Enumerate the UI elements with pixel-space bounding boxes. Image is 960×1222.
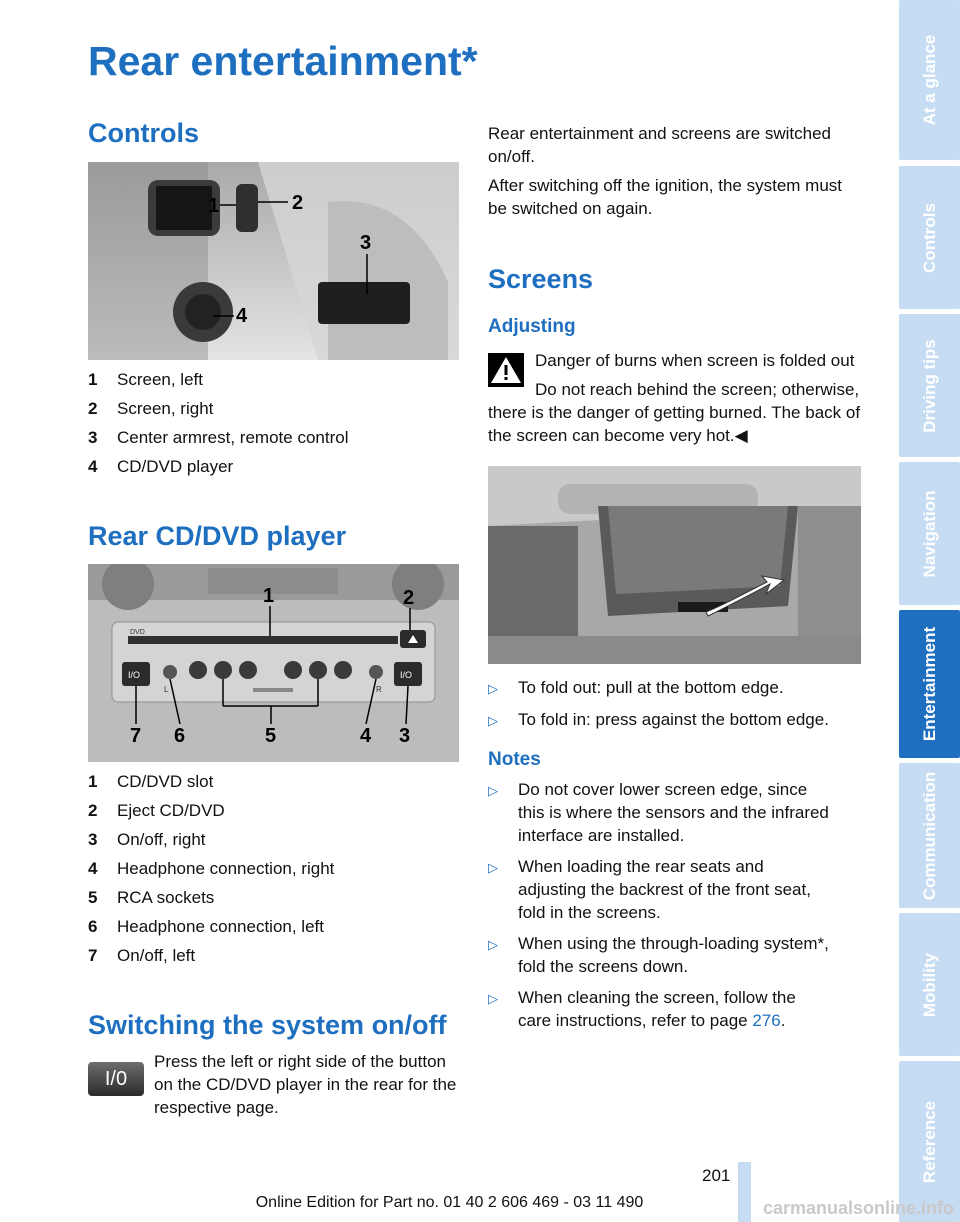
list-item: 3 On/off, right — [88, 830, 206, 849]
screen-fold-illustration — [488, 466, 861, 664]
list-item: 7 On/off, left — [88, 946, 196, 965]
page-title: Rear entertainment* — [88, 38, 478, 84]
tab-navigation[interactable]: Navigation — [899, 462, 960, 605]
on-off-button-icon: I/0 — [88, 1062, 144, 1096]
switching-heading: Switching the system on/off — [88, 1010, 447, 1040]
dvd-logo: DVD — [130, 629, 145, 636]
cd-label-6: 6 — [174, 725, 186, 747]
bullet-triangle-icon: ▷ — [488, 860, 498, 875]
tab-driving-tips[interactable]: Driving tips — [899, 314, 960, 457]
photo-label-1: 1 — [208, 195, 220, 217]
list-item: 3 Center armrest, remote control — [88, 428, 349, 447]
list-item: 1 CD/DVD slot — [88, 772, 214, 791]
list-item: ▷ To fold out: pull at the bottom edge. — [488, 676, 833, 700]
page-number: 201 — [702, 1166, 731, 1185]
controls-legend — [88, 370, 348, 486]
cd-dvd-heading: Rear CD/DVD player — [88, 521, 347, 551]
fold-bullets — [488, 676, 833, 740]
list-item: 6 Headphone connection, left — [88, 917, 324, 936]
notes-heading: Notes — [488, 749, 541, 770]
list-item: ▷ To fold in: press against the bottom edge. — [488, 708, 833, 732]
controls-heading: Controls — [88, 118, 199, 148]
notes-bullets — [488, 778, 833, 1040]
photo-label-3: 3 — [360, 232, 372, 254]
io-right-text: I/O — [400, 670, 413, 680]
page-number-marker — [738, 1162, 751, 1222]
bullet-triangle-icon: ▷ — [488, 681, 498, 696]
cd-label-7: 7 — [130, 725, 142, 747]
switching-text-2: Rear entertainment and screens are switched on/off. — [488, 124, 832, 166]
watermark: carmanualsonline.info — [762, 1198, 954, 1218]
section-tabs — [899, 0, 960, 1222]
list-item: 2 Screen, right — [88, 399, 214, 418]
tab-controls[interactable]: Controls — [899, 166, 960, 309]
cd-dvd-illustration — [88, 564, 459, 762]
rear-seat-illustration — [88, 162, 459, 360]
bullet-triangle-icon: ▷ — [488, 991, 498, 1006]
warning-title: Danger of burns when screen is folded out — [535, 351, 855, 370]
cd-label-5: 5 — [265, 725, 277, 747]
page-276-link[interactable]: 276 — [752, 1011, 781, 1030]
list-item: ▷ Do not cover lower screen edge, since this is where the sensors and the infrared interface are installed. — [488, 780, 829, 845]
rear-seat-photo — [88, 162, 459, 360]
footer-text: Online Edition for Part no. 01 40 2 606 469 - 03 11 490 — [255, 1194, 644, 1211]
cd-dvd-player-photo — [88, 564, 459, 762]
tab-mobility[interactable]: Mobility — [899, 913, 960, 1056]
cd-label-2: 2 — [403, 587, 415, 609]
screen-fold-photo — [488, 466, 861, 664]
warning-text: Do not reach behind the screen; otherwise, there is the danger of getting burned. The back of the screen can become very hot.◀ — [488, 380, 861, 445]
tab-reference[interactable]: Reference — [899, 1061, 960, 1222]
list-item: 4 CD/DVD player — [88, 457, 234, 476]
bullet-triangle-icon: ▷ — [488, 713, 498, 728]
screens-heading: Screens — [488, 264, 594, 294]
list-item: 5 RCA sockets — [88, 888, 215, 907]
bullet-triangle-icon: ▷ — [488, 783, 498, 798]
bullet-triangle-icon: ▷ — [488, 937, 498, 952]
list-item: ▷ When loading the rear seats and adjusting the backrest of the front seat, fold in the screens. — [488, 857, 811, 922]
photo-label-2: 2 — [292, 192, 304, 214]
list-item: ▷ When cleaning the screen, follow the care instructions, refer to page 276. — [488, 988, 796, 1030]
list-item: 4 Headphone connection, right — [88, 859, 335, 878]
cd-dvd-legend — [88, 772, 334, 975]
list-item: 1 Screen, left — [88, 370, 203, 389]
left-marker: L — [164, 685, 169, 694]
photo-label-4: 4 — [236, 305, 248, 327]
tab-at-a-glance[interactable]: At a glance — [899, 0, 960, 160]
tab-entertainment[interactable]: Entertainment — [899, 610, 960, 758]
right-marker: R — [376, 685, 382, 694]
io-left-text: I/O — [128, 670, 141, 680]
list-item: ▷ When using the through-loading system*, fold the screens down. — [488, 934, 829, 976]
cd-label-1: 1 — [263, 585, 275, 607]
switching-text: Press the left or right side of the button on the CD/DVD player in the rear for the respective page. — [154, 1052, 457, 1117]
cd-label-3: 3 — [399, 725, 411, 747]
switching-text-3: After switching off the ignition, the system must be switched on again. — [488, 176, 843, 218]
list-item: 2 Eject CD/DVD — [88, 801, 225, 820]
adjusting-heading: Adjusting — [488, 316, 576, 337]
tab-communication[interactable]: Communication — [899, 763, 960, 908]
cd-label-4: 4 — [360, 725, 372, 747]
